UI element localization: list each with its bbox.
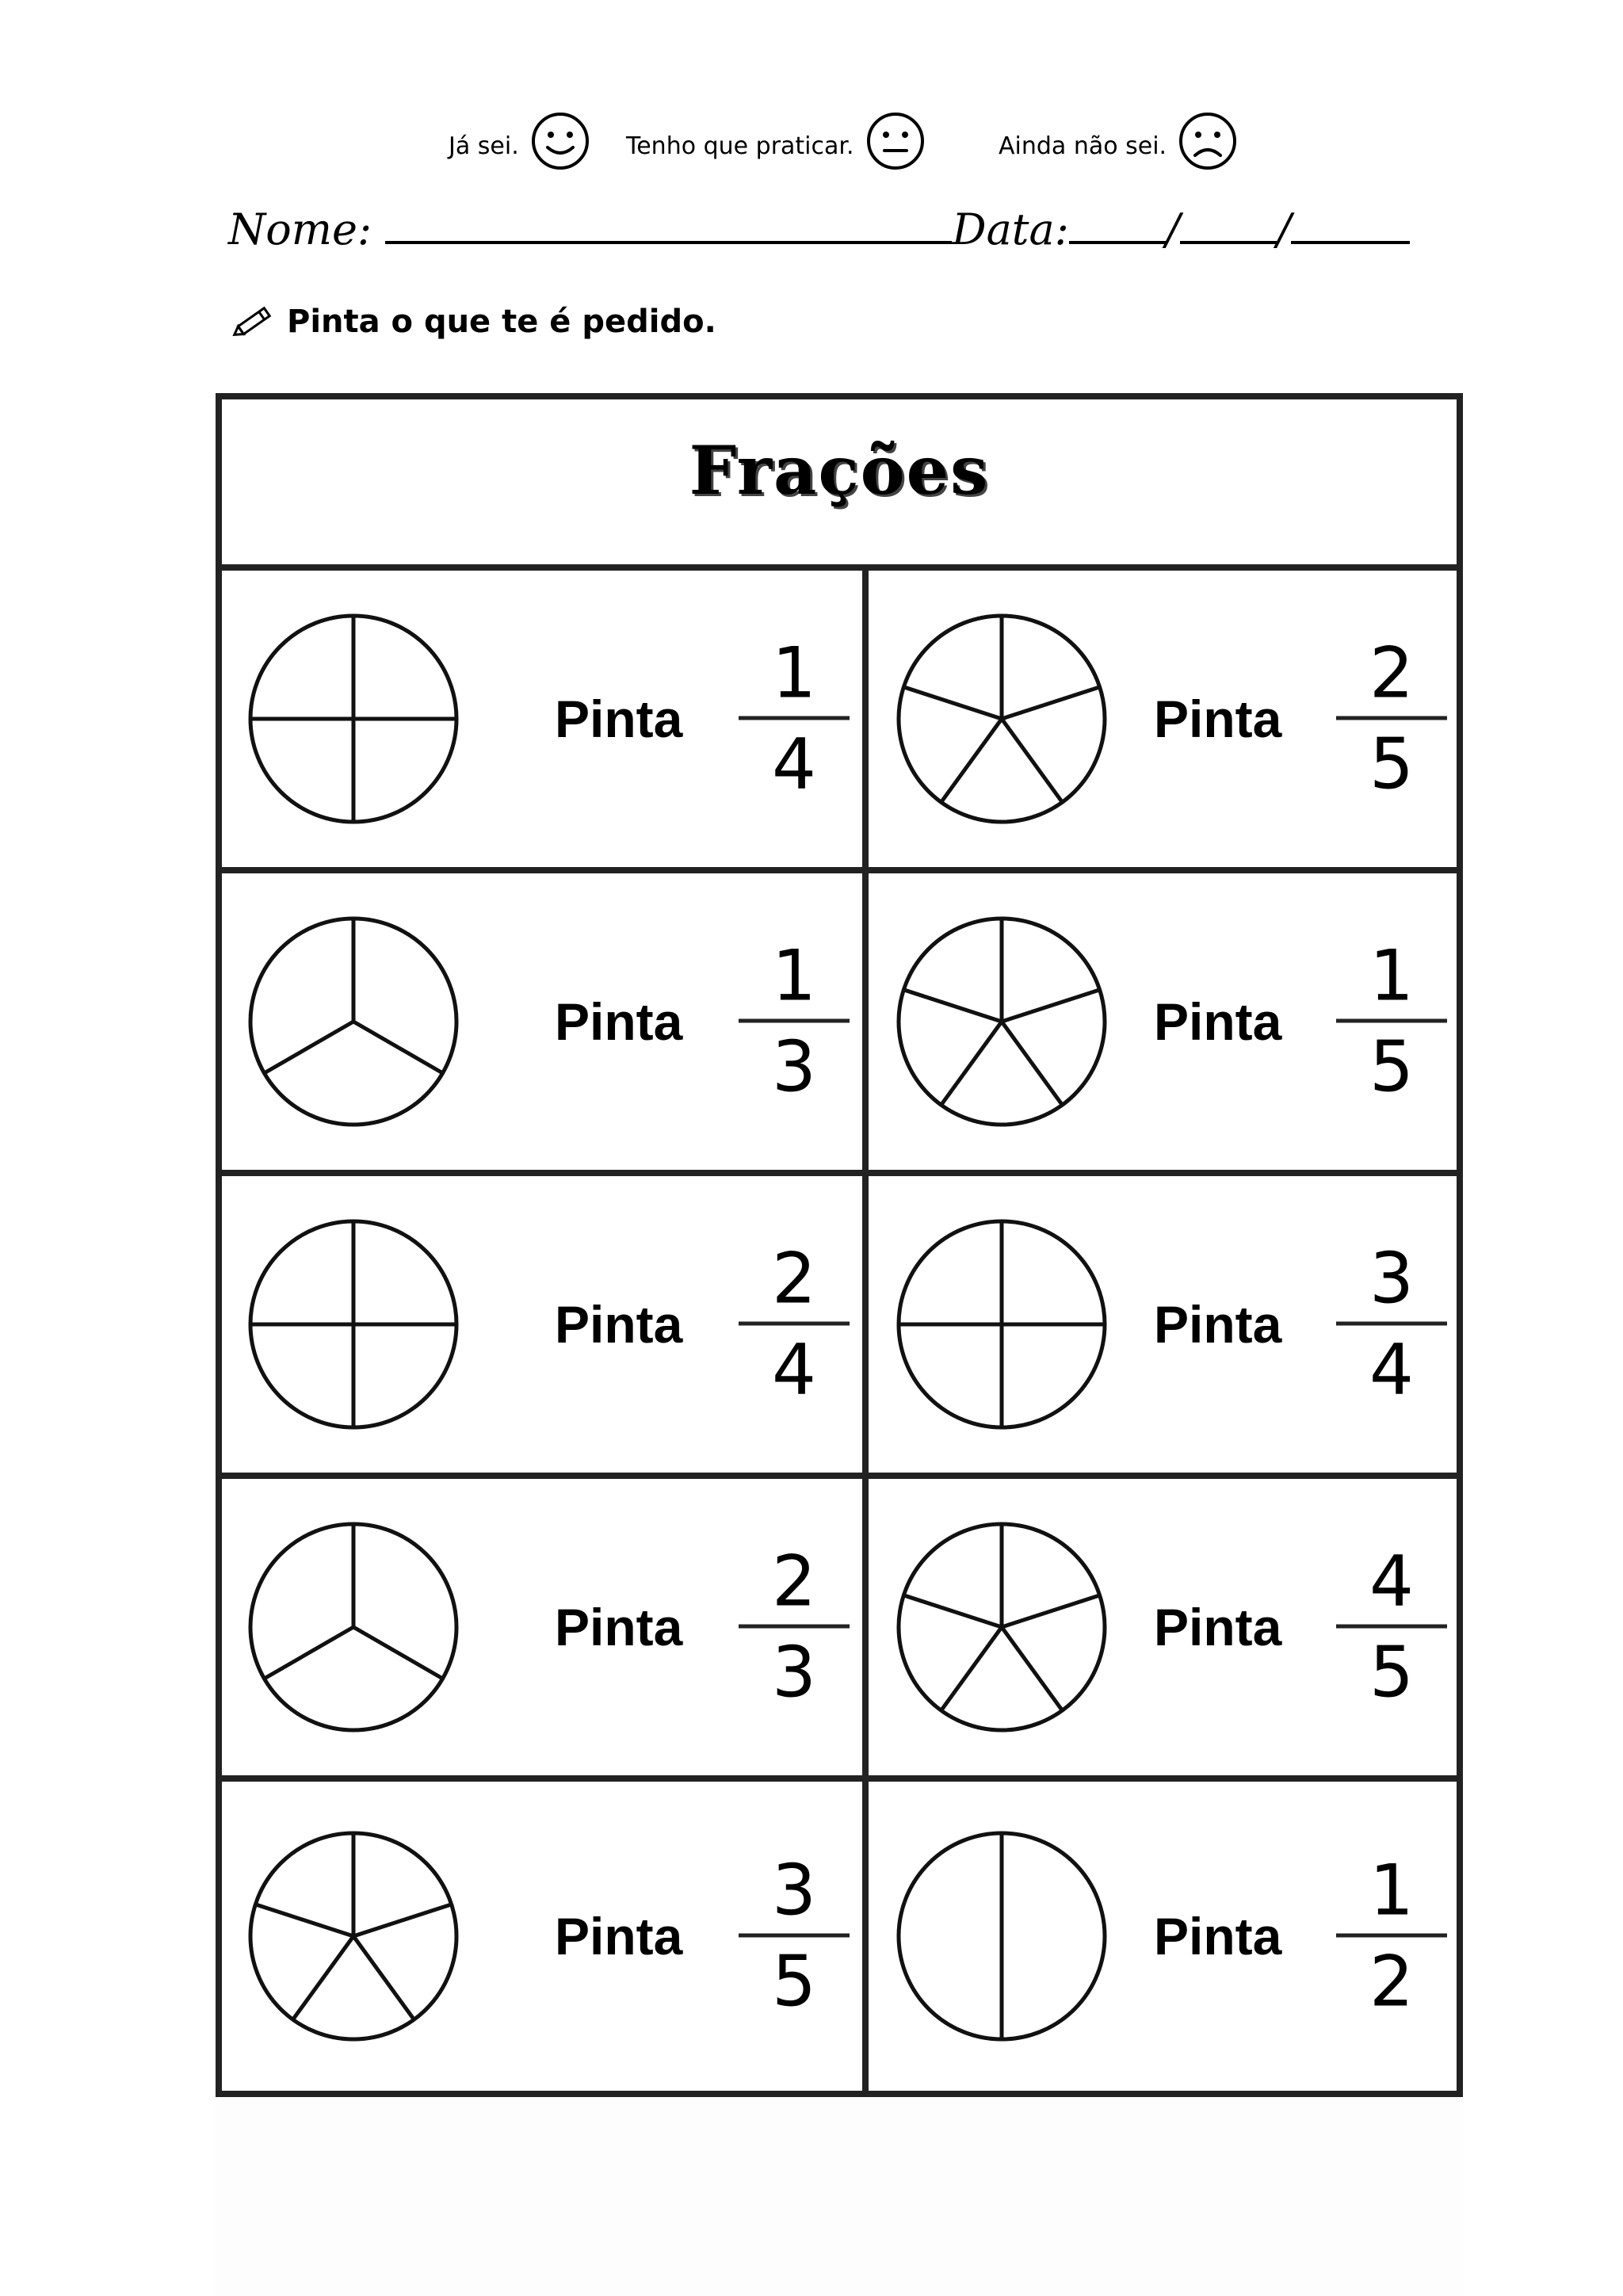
fraction-cell (222, 873, 862, 1176)
pinta-label: Pinta (1154, 1598, 1282, 1656)
self-assessment-label: Tenho que praticar. (626, 132, 854, 160)
fraction-denominator: 4 (1369, 1328, 1414, 1411)
fraction-denominator: 5 (1369, 723, 1414, 805)
date-separator: / (1277, 204, 1292, 254)
worksheet-title-row (222, 399, 1457, 571)
fraction-denominator: 5 (1369, 1631, 1414, 1713)
self-assessment-knows[interactable] (449, 94, 592, 173)
fraction-bar (739, 1625, 850, 1629)
fraction-bar (1336, 1625, 1447, 1629)
date-day-field[interactable] (1069, 200, 1166, 244)
self-assessment-not-yet[interactable] (999, 94, 1239, 173)
fraction-numerator: 1 (772, 934, 816, 1017)
fraction (1336, 1849, 1447, 2023)
fraction (1336, 1540, 1447, 1713)
fraction-cell (222, 1782, 862, 2091)
fraction (739, 632, 850, 805)
fraction-numerator: 3 (1369, 1237, 1414, 1320)
fraction-cell (862, 873, 1457, 1176)
fraction-circle[interactable] (892, 912, 1111, 1131)
fraction-denominator: 4 (772, 723, 816, 805)
fraction-denominator: 3 (772, 1631, 816, 1713)
name-date-line (228, 198, 1377, 262)
fraction-numerator: 3 (772, 1849, 816, 1931)
fraction-numerator: 2 (772, 1540, 816, 1622)
fractions-grid (222, 571, 1457, 2091)
fraction-bar (739, 1019, 850, 1023)
fraction-numerator: 1 (1369, 934, 1414, 1017)
pinta-label: Pinta (555, 992, 683, 1051)
instruction-text: Pinta o que te é pedido. (287, 304, 716, 340)
date-month-field[interactable] (1180, 200, 1277, 244)
sad-face-icon (1176, 109, 1239, 173)
fraction-bar (1336, 716, 1447, 720)
pinta-label: Pinta (555, 1295, 683, 1354)
fraction-circle[interactable] (244, 912, 463, 1131)
fraction-circle[interactable] (892, 1518, 1111, 1736)
fraction-cell (862, 1176, 1457, 1479)
fraction-bar (1336, 1322, 1447, 1326)
fraction-circle[interactable] (892, 1827, 1111, 2046)
pinta-label: Pinta (1154, 690, 1282, 748)
fraction-denominator: 4 (772, 1328, 816, 1411)
fraction-bar (1336, 1934, 1447, 1938)
fraction (739, 1540, 850, 1713)
fraction-numerator: 2 (772, 1237, 816, 1320)
fraction-bar (739, 1934, 850, 1938)
fraction-cell (862, 1479, 1457, 1782)
fraction-denominator: 5 (1369, 1026, 1414, 1108)
fraction-cell (862, 1782, 1457, 2091)
fraction-denominator: 3 (772, 1026, 816, 1108)
fraction (1336, 632, 1447, 805)
pinta-label: Pinta (1154, 1295, 1282, 1354)
fraction-cell (862, 571, 1457, 873)
name-field[interactable] (385, 200, 952, 244)
fraction (1336, 1237, 1447, 1411)
name-label: Nome: (228, 204, 372, 254)
pinta-label: Pinta (1154, 992, 1282, 1051)
fraction-cell (222, 1479, 862, 1782)
self-assessment-practice[interactable] (626, 94, 927, 173)
fraction-circle[interactable] (244, 1215, 463, 1434)
date-label: Data: (952, 204, 1069, 254)
fraction-circle[interactable] (244, 1518, 463, 1736)
fraction-bar (1336, 1019, 1447, 1023)
neutral-face-icon (864, 109, 927, 173)
fraction-numerator: 4 (1369, 1540, 1414, 1622)
fraction-circle[interactable] (892, 609, 1111, 828)
date-year-field[interactable] (1291, 200, 1410, 244)
fraction-bar (739, 716, 850, 720)
self-assessment-label: Já sei. (449, 132, 519, 160)
pinta-label: Pinta (555, 690, 683, 748)
fraction-cell (222, 1176, 862, 1479)
fraction-numerator: 1 (1369, 1849, 1414, 1931)
fraction-numerator: 1 (772, 632, 816, 714)
worksheet-title: Frações (689, 430, 990, 510)
fraction-circle[interactable] (244, 609, 463, 828)
self-assessment-row (0, 94, 1623, 173)
fraction (739, 1849, 850, 2023)
fraction-circle[interactable] (244, 1827, 463, 2046)
pencil-icon (230, 298, 281, 346)
date-separator: / (1165, 204, 1181, 254)
fraction-bar (739, 1322, 850, 1326)
page-bottom-margin (216, 2097, 1463, 2296)
pinta-label: Pinta (555, 1598, 683, 1656)
pinta-label: Pinta (555, 1907, 683, 1966)
fraction-denominator: 2 (1369, 1940, 1414, 2023)
fraction-numerator: 2 (1369, 632, 1414, 714)
instruction (230, 298, 716, 346)
fraction-circle[interactable] (892, 1215, 1111, 1434)
fraction (1336, 934, 1447, 1108)
fraction-denominator: 5 (772, 1940, 816, 2023)
fractions-worksheet (216, 393, 1463, 2097)
self-assessment-label: Ainda não sei. (999, 132, 1167, 160)
smiley-face-icon (529, 109, 592, 173)
pinta-label: Pinta (1154, 1907, 1282, 1966)
fraction-cell (222, 571, 862, 873)
fraction (739, 934, 850, 1108)
fraction (739, 1237, 850, 1411)
